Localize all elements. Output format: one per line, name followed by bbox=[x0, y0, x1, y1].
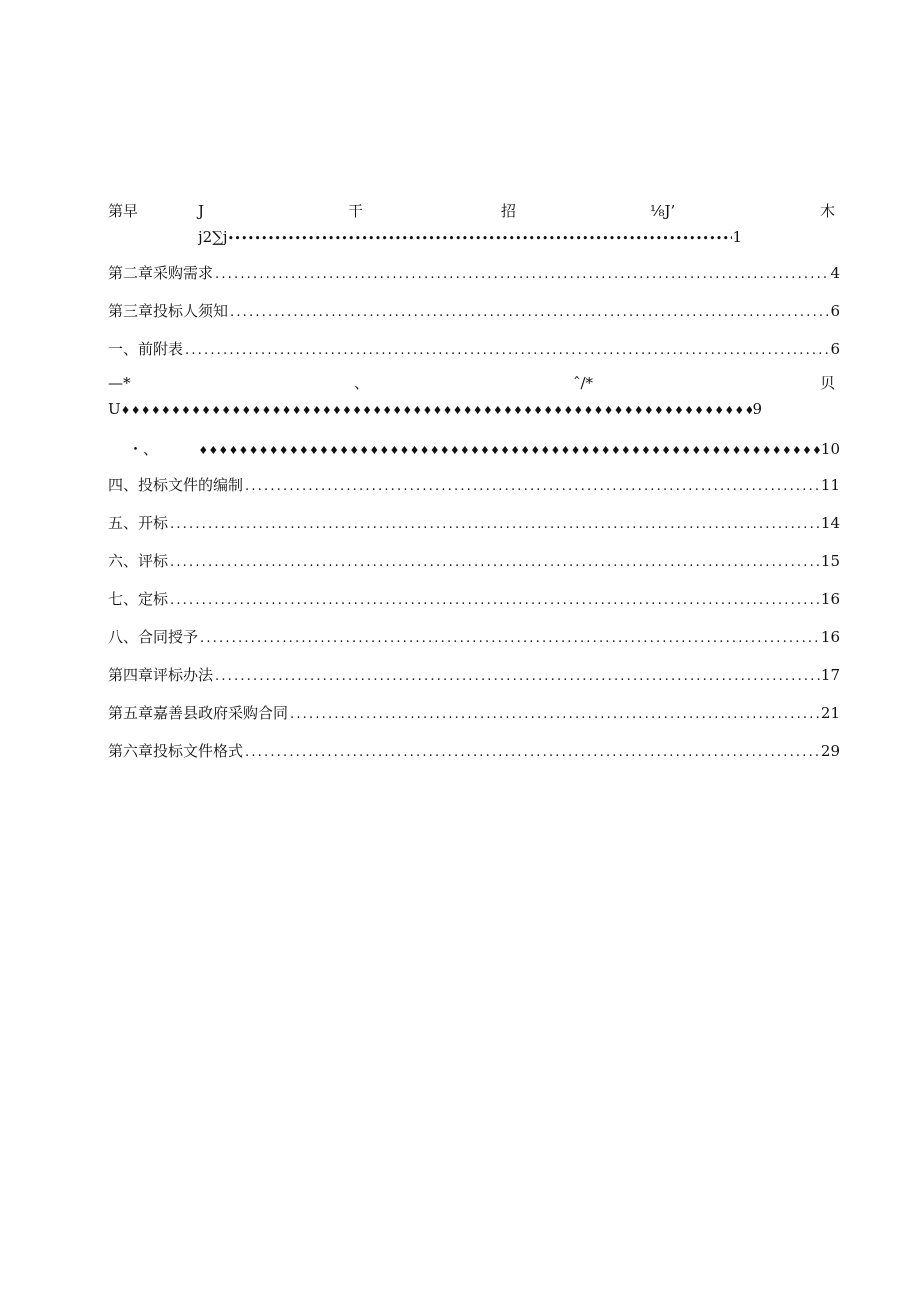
toc-leader-dots bbox=[168, 506, 821, 542]
toc-leader-dots bbox=[213, 658, 821, 694]
toc-leader-bullets bbox=[228, 226, 733, 250]
toc-chapter1-part: ⅛J’ bbox=[650, 202, 676, 220]
toc-chapter1-part: 第早 bbox=[108, 202, 139, 220]
toc-leader-dots bbox=[198, 620, 821, 656]
toc-chapter1-cont-label: j2∑j bbox=[198, 228, 228, 246]
toc-entry[interactable] bbox=[108, 254, 840, 292]
toc-entry-page: 6 bbox=[830, 302, 840, 320]
toc-entry-page: 17 bbox=[820, 666, 840, 684]
toc-entry-page: 15 bbox=[820, 552, 840, 570]
toc-chapter1-part: 干 bbox=[348, 202, 364, 220]
toc-leader-dots bbox=[168, 582, 821, 618]
toc-garbled-continuation bbox=[108, 396, 762, 422]
toc-garbled-cont-label: U bbox=[108, 400, 121, 418]
toc-entry-page: 21 bbox=[820, 704, 840, 722]
toc-garbled-part: 贝 bbox=[820, 374, 836, 392]
toc-entry-page: 14 bbox=[820, 514, 840, 532]
toc-entry-label: 第二章采购需求 bbox=[108, 264, 214, 282]
toc-diamond-label: ・、 bbox=[128, 440, 159, 458]
toc-entry[interactable] bbox=[108, 542, 840, 580]
toc-leader-dots bbox=[213, 256, 830, 292]
toc-entry[interactable] bbox=[108, 504, 840, 542]
toc-entry-page: 29 bbox=[820, 742, 840, 760]
table-of-contents bbox=[108, 198, 840, 770]
toc-chapter1-part: 招 bbox=[501, 202, 517, 220]
toc-chapter1-part: 木 bbox=[820, 202, 836, 220]
toc-garbled-part: —* bbox=[108, 374, 131, 392]
toc-garbled-page: 9 bbox=[752, 400, 762, 418]
toc-entry-label: 一、前附表 bbox=[108, 340, 184, 358]
toc-diamond-entry bbox=[108, 432, 840, 466]
toc-entry[interactable] bbox=[108, 466, 840, 504]
toc-entry-label: 第六章投标文件格式 bbox=[108, 742, 244, 760]
toc-entry[interactable] bbox=[108, 656, 840, 694]
toc-entry-page: 6 bbox=[830, 340, 840, 358]
toc-garbled-part: ˆ/* bbox=[573, 374, 594, 392]
toc-entry[interactable] bbox=[108, 694, 840, 732]
toc-entry-page: 16 bbox=[820, 590, 840, 608]
toc-entry-page: 4 bbox=[830, 264, 840, 282]
toc-garbled-part: 、 bbox=[354, 374, 370, 392]
toc-chapter1-part: J bbox=[198, 202, 205, 220]
toc-entry[interactable] bbox=[108, 292, 840, 330]
toc-chapter1-continuation bbox=[198, 224, 742, 250]
toc-leader-dots bbox=[168, 544, 821, 580]
toc-leader-diamonds bbox=[198, 434, 821, 466]
toc-leader-diamonds bbox=[121, 398, 753, 422]
toc-entry-label: 八、合同授予 bbox=[108, 628, 199, 646]
toc-chapter1-page: 1 bbox=[732, 228, 742, 246]
toc-entry-page: 16 bbox=[820, 628, 840, 646]
toc-entry-page: 11 bbox=[820, 476, 840, 494]
toc-garbled-heading bbox=[108, 370, 840, 396]
toc-entry-label: 五、开标 bbox=[108, 514, 169, 532]
toc-entry-label: 第五章嘉善县政府采购合同 bbox=[108, 704, 289, 722]
toc-leader-dots bbox=[183, 332, 830, 368]
toc-leader-dots bbox=[243, 468, 821, 504]
toc-leader-dots bbox=[288, 696, 821, 732]
toc-leader-dots bbox=[243, 734, 821, 770]
toc-entry[interactable] bbox=[108, 580, 840, 618]
toc-entry-label: 四、投标文件的编制 bbox=[108, 476, 244, 494]
toc-entry[interactable] bbox=[108, 732, 840, 770]
toc-entry-label: 第三章投标人须知 bbox=[108, 302, 229, 320]
toc-diamond-page: 10 bbox=[820, 440, 840, 458]
toc-leader-dots bbox=[228, 294, 830, 330]
toc-entry-label: 第四章评标办法 bbox=[108, 666, 214, 684]
toc-entry[interactable] bbox=[108, 330, 840, 368]
toc-entry[interactable] bbox=[108, 618, 840, 656]
toc-chapter1-heading bbox=[108, 198, 840, 224]
toc-entry-label: 六、评标 bbox=[108, 552, 169, 570]
toc-entry-label: 七、定标 bbox=[108, 590, 169, 608]
